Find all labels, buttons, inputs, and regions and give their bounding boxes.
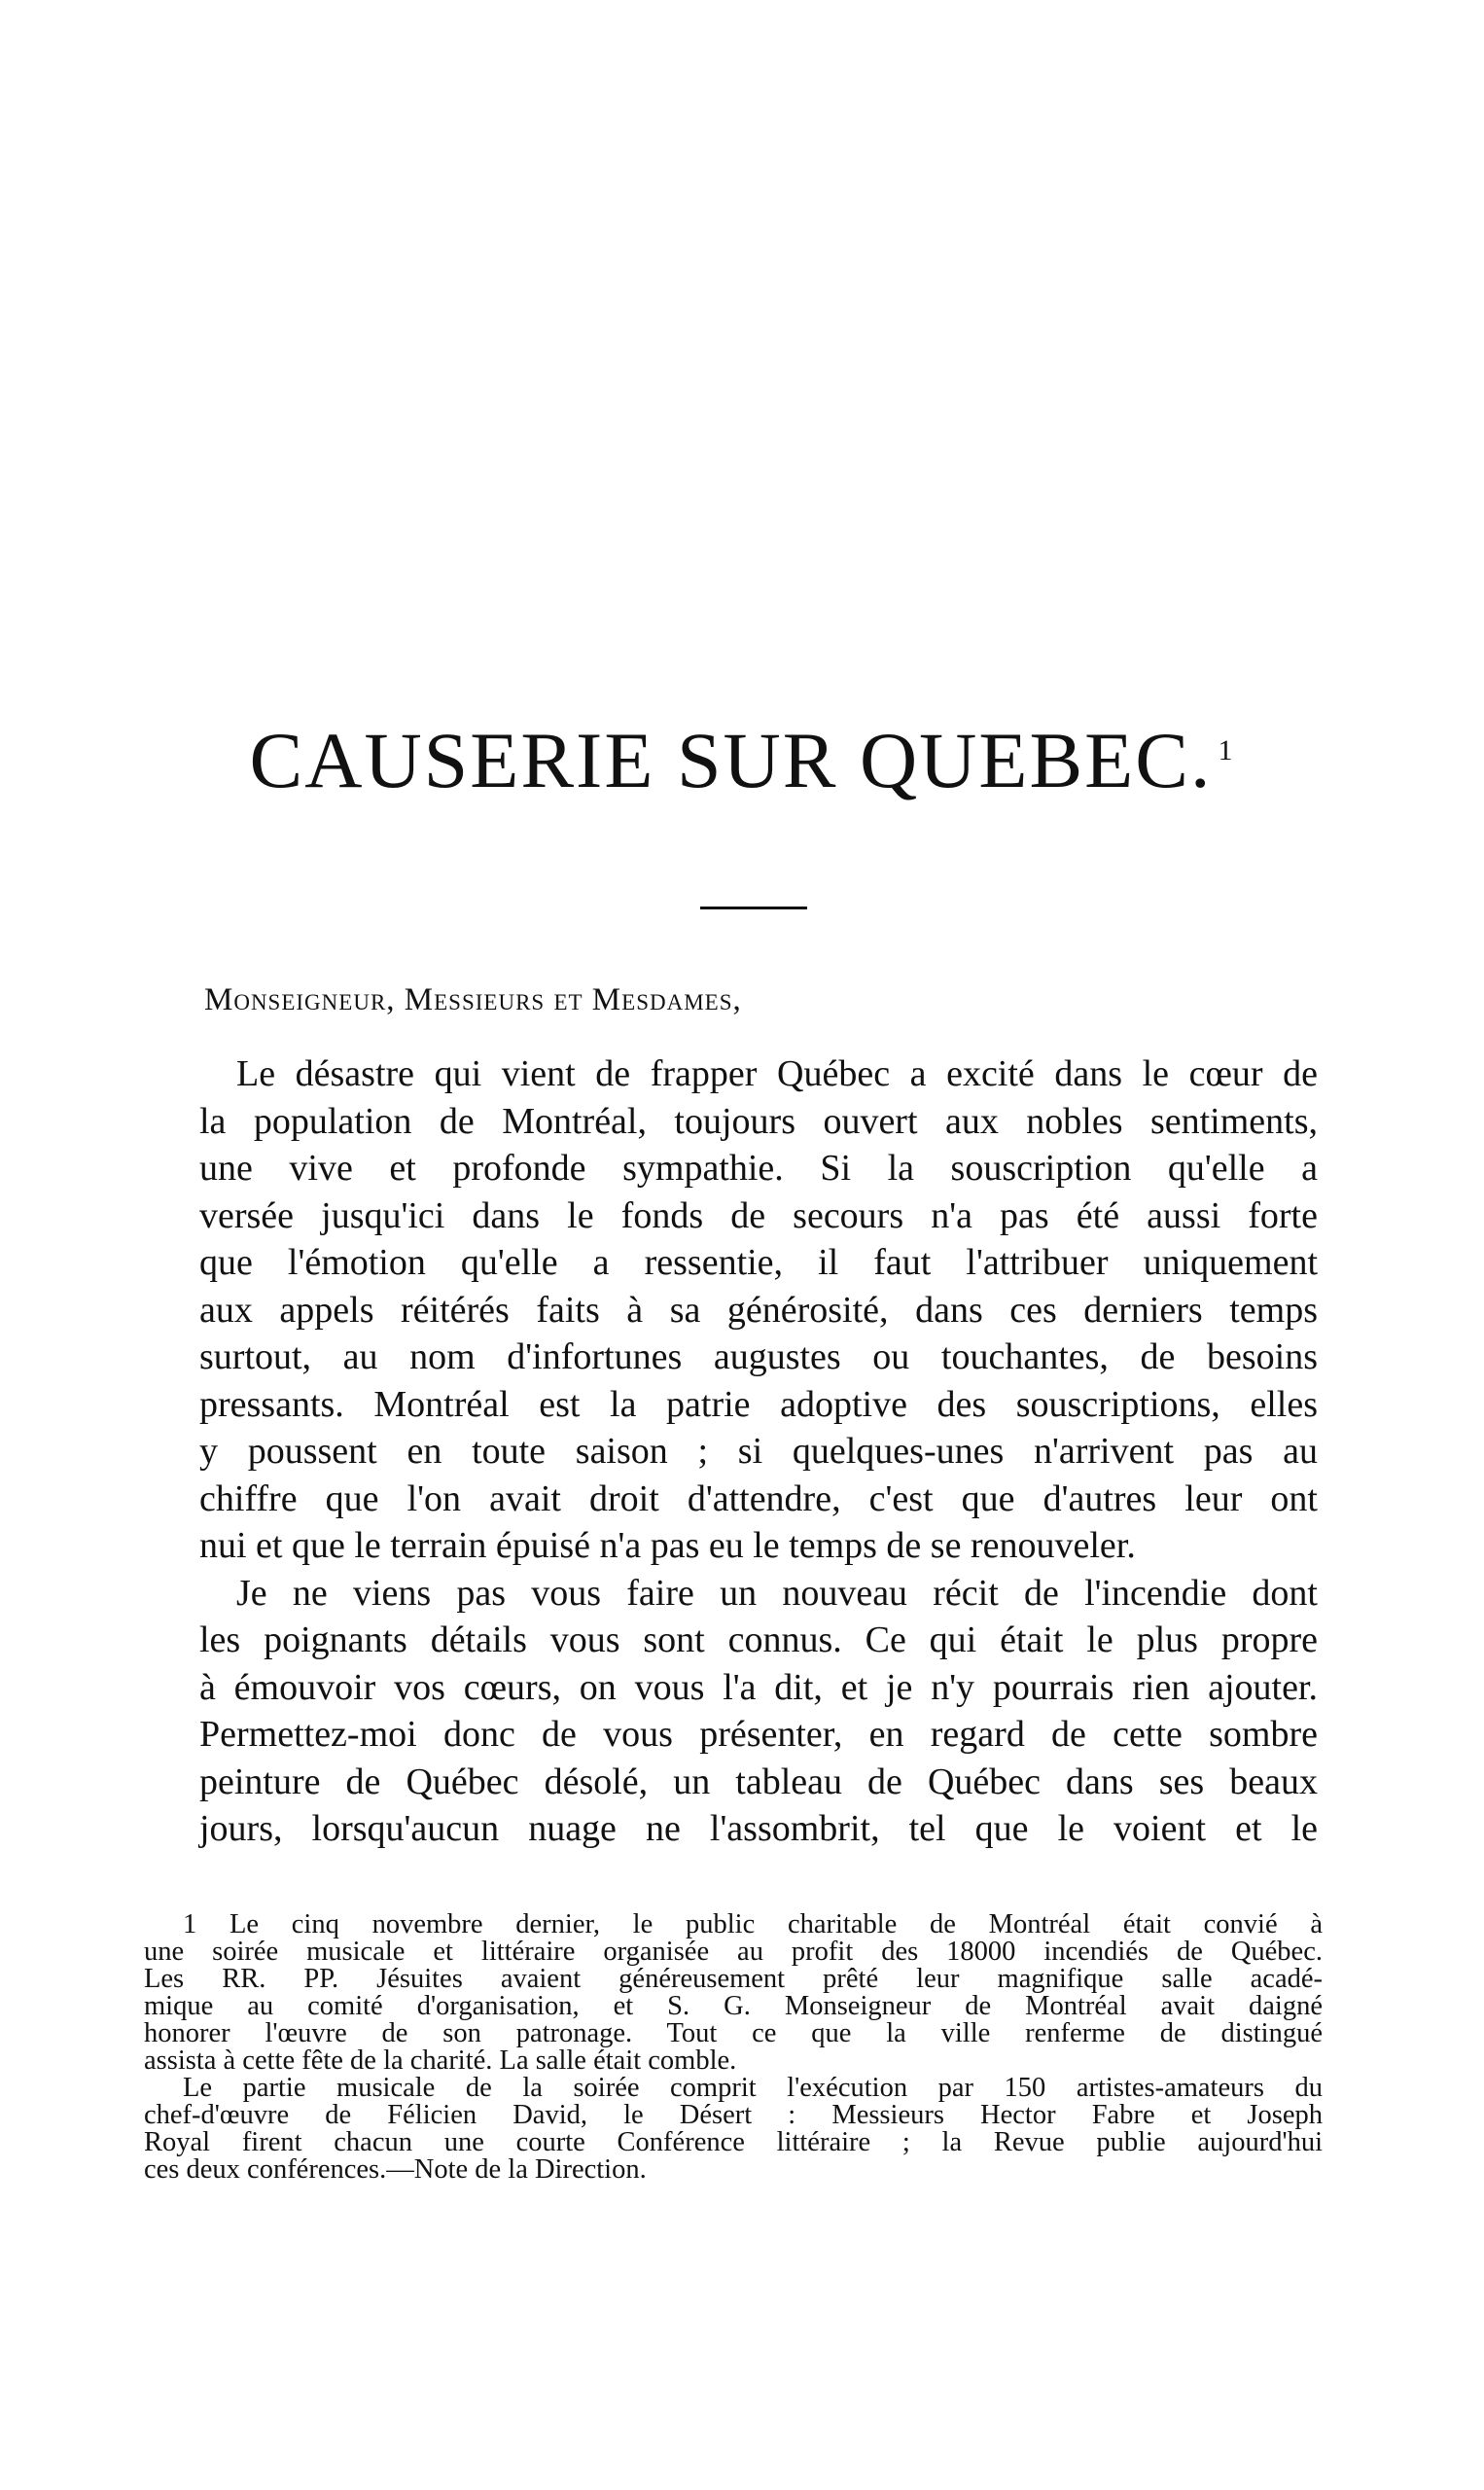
body-line: les poignants détails vous sont connus. Ce qui était le plus propre: [199, 1619, 1318, 1660]
footnote-line: Royal firent chacun une courte Conférence littéraire ; la Revue publie aujourd'hui: [144, 2127, 1323, 2157]
body-line: Permettez-moi donc de vous présenter, en regard de cette sombre: [199, 1714, 1318, 1755]
footnote-line: Le partie musicale de la soirée comprit l'exécution par 150 artistes-amateurs du: [183, 2073, 1323, 2103]
page-title: [0, 715, 1484, 806]
title-divider: [700, 907, 807, 909]
body-text: [199, 1050, 1318, 1853]
footnote-line: mique au comité d'organisation, et S. G. Monseigneur de Montréal avait daigné: [144, 1991, 1323, 2021]
salutation: Monseigneur, Messieurs et Mesdames,: [204, 982, 742, 1017]
footnote-line: chef-d'œuvre de Félicien David, le Désert : Messieurs Hector Fabre et Joseph: [144, 2100, 1323, 2130]
body-line: peinture de Québec désolé, un tableau de Québec dans ses beaux: [199, 1761, 1318, 1802]
footnotes: [144, 1911, 1323, 2184]
body-line: aux appels réitérés faits à sa générosité, dans ces derniers temps: [199, 1289, 1318, 1331]
footnote-line: honorer l'œuvre de son patronage. Tout ce que la ville renferme de distingué: [144, 2018, 1323, 2048]
footnote-line: Les RR. PP. Jésuites avaient généreusement prêté leur magnifique salle acadé-: [144, 1964, 1323, 1994]
footnote-line: une soirée musicale et littéraire organisée au profit des 18000 incendiés de Québec.: [144, 1937, 1323, 1967]
footnote-line: ces deux conférences.—Note de la Direction.: [144, 2154, 647, 2185]
body-line: que l'émotion qu'elle a ressentie, il faut l'attribuer uniquement: [199, 1242, 1318, 1283]
body-line: jours, lorsqu'aucun nuage ne l'assombrit, tel que le voient et le: [199, 1808, 1318, 1849]
body-line: y poussent en toute saison ; si quelques-unes n'arrivent pas au: [199, 1431, 1318, 1472]
body-line: versée jusqu'ici dans le fonds de secours n'a pas été aussi forte: [199, 1194, 1318, 1236]
body-line: nui et que le terrain épuisé n'a pas eu le temps de se renouveler.: [199, 1525, 1136, 1566]
body-line: une vive et profonde sympathie. Si la souscription qu'elle a: [199, 1148, 1318, 1189]
footnote-line: assista à cette fête de la charité. La salle était comble.: [144, 2045, 737, 2076]
footnote-line: 1 Le cinq novembre dernier, le public charitable de Montréal était convié à: [183, 1909, 1323, 1939]
body-line: pressants. Montréal est la patrie adoptive des souscriptions, elles: [199, 1383, 1318, 1425]
title-footnote-mark: 1: [1218, 733, 1235, 766]
body-line: surtout, au nom d'infortunes augustes ou touchantes, de besoins: [199, 1336, 1318, 1377]
body-line: Je ne viens pas vous faire un nouveau récit de l'incendie dont: [236, 1572, 1318, 1614]
body-line: Le désastre qui vient de frapper Québec a excité dans le cœur de: [236, 1053, 1318, 1094]
body-line: à émouvoir vos cœurs, on vous l'a dit, et je n'y pourrais rien ajouter.: [199, 1666, 1318, 1708]
body-line: chiffre que l'on avait droit d'attendre, c'est que d'autres leur ont: [199, 1477, 1318, 1519]
body-line: la population de Montréal, toujours ouvert aux nobles sentiments,: [199, 1100, 1318, 1142]
title-text: CAUSERIE SUR QUEBEC.: [249, 716, 1213, 804]
